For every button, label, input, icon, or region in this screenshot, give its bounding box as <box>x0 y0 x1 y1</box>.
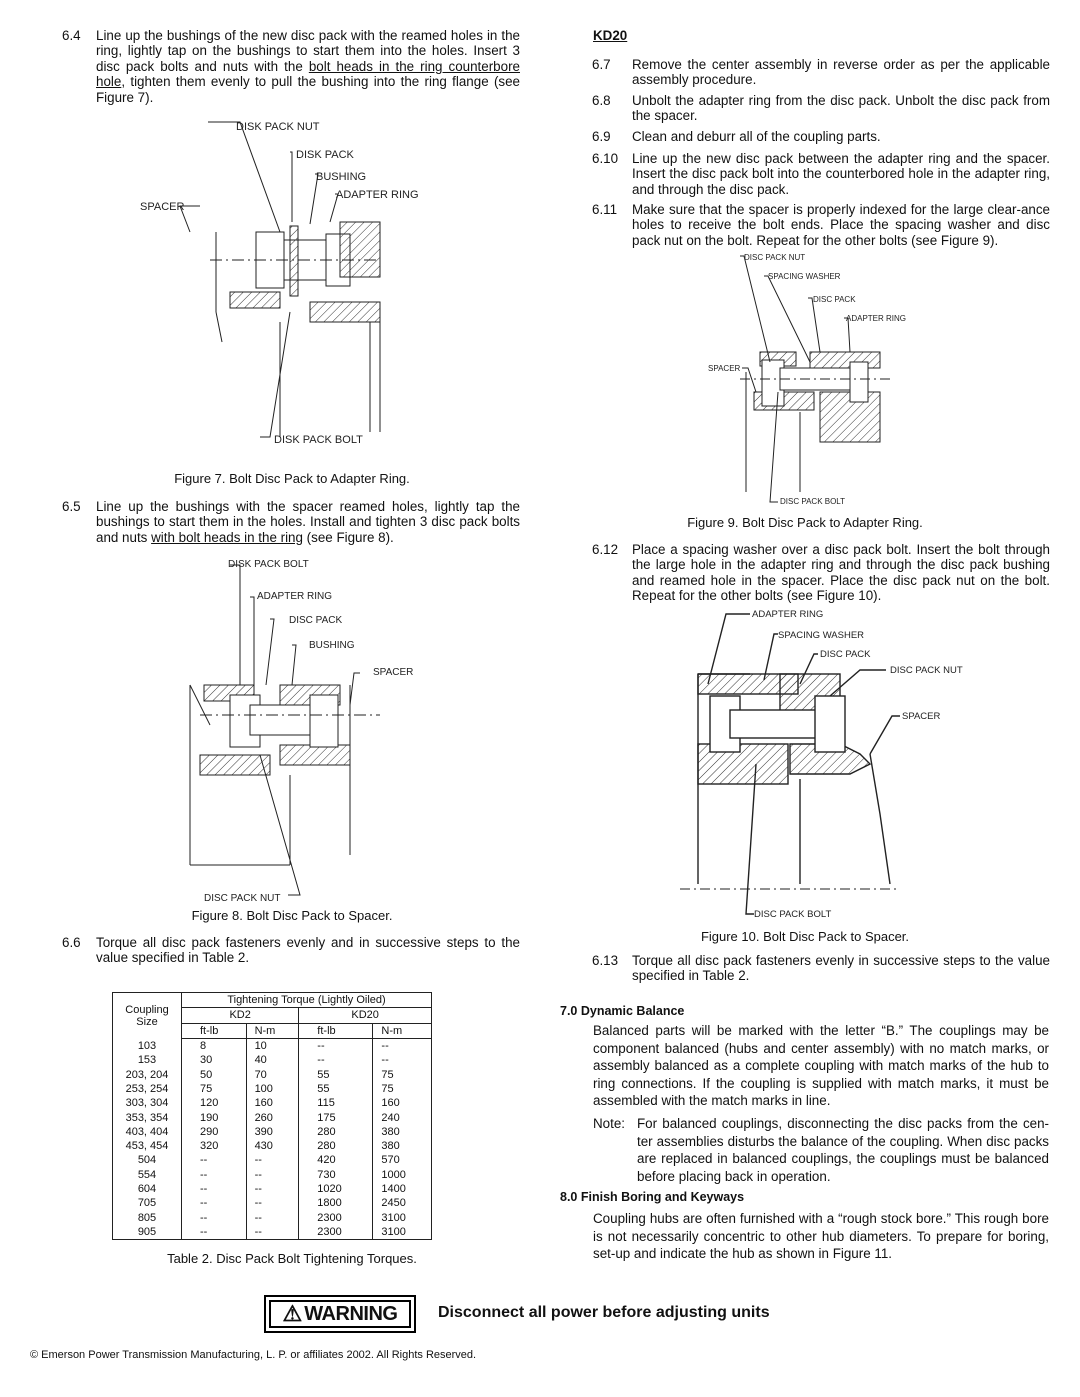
table-cell-size: 705 <box>113 1196 182 1210</box>
figure-9-caption: Figure 9. Bolt Disc Pack to Adapter Ring. <box>687 515 923 530</box>
warning-text: Disconnect all power before adjusting units <box>438 1304 770 1321</box>
fig8-label-2: DISC PACK <box>289 615 343 626</box>
table-cell-value: 260 <box>246 1110 299 1124</box>
table-row <box>113 1110 432 1124</box>
table-cell-value: 75 <box>373 1067 432 1081</box>
table-cell-value: -- <box>246 1210 299 1224</box>
table-row <box>113 1096 432 1110</box>
fig8-label-1: ADAPTER RING <box>257 591 333 602</box>
table-cell-value: 2300 <box>299 1225 373 1240</box>
fig9-label-4: SPACER <box>708 364 741 373</box>
figure-10-caption: Figure 10. Bolt Disc Pack to Spacer. <box>700 929 910 944</box>
table-row <box>113 1196 432 1210</box>
kd20-heading: KD20 <box>593 28 628 43</box>
figure-8-diagram <box>180 555 440 905</box>
table-cell-value: 8 <box>182 1038 247 1053</box>
step-6-7: 6.7 Remove the center assembly in reverse order as per the applicable assembly procedure. <box>592 57 1050 88</box>
table-row <box>113 1153 432 1167</box>
table-row <box>113 1067 432 1081</box>
table-cell-value: -- <box>299 1038 373 1053</box>
table-cell-value: 1400 <box>373 1182 432 1196</box>
fig7-label-2: BUSHING <box>316 171 367 183</box>
note-text: For balanced couplings, disconnecting the disc packs from the cen-ter assemblies disturbs the balance of the coupling. When disc packs are replaced in balanced couplings, the couplings must be balanced before placing back in operation. <box>637 1116 1049 1184</box>
table-header-unit: ft-lb <box>182 1023 247 1038</box>
figure-9-diagram <box>700 252 920 512</box>
table-cell-value: -- <box>373 1053 432 1067</box>
step-6-13: 6.13 Torque all disc pack fasteners evenly in successive steps to the value specified in Table 2. <box>592 953 1050 984</box>
table-cell-size: 604 <box>113 1182 182 1196</box>
table-cell-size: 353, 354 <box>113 1110 182 1124</box>
table-cell-value: -- <box>182 1153 247 1167</box>
torque-table <box>112 992 432 1240</box>
table-cell-value: -- <box>246 1182 299 1196</box>
table-header-unit: N-m <box>246 1023 299 1038</box>
table-cell-value: 50 <box>182 1067 247 1081</box>
section-8-paragraph: Coupling hubs are often furnished with a “rough stock bore.” This rough bore is not necessarily concentric to other hub diameters. To prepare for boring, set-up and indicate the hub as shown in Figure 11. <box>593 1211 1049 1261</box>
step-6-8: 6.8 Unbolt the adapter ring from the disc pack. Unbolt the disc pack from the spacer. <box>592 93 1050 124</box>
table-cell-size: 153 <box>113 1053 182 1067</box>
fig9-label-3: ADAPTER RING <box>846 314 907 323</box>
table-row <box>113 1139 432 1153</box>
table-row <box>113 1082 432 1096</box>
step-6-11: 6.11 Make sure that the spacer is properly indexed for the large clear-ance holes to receive the bolt ends. Place the spacing washer and disc pack nut on the bolt. Repeat for the other bolts (see Figure 9). <box>592 202 1050 248</box>
table-row <box>113 1038 432 1053</box>
table-cell-size: 253, 254 <box>113 1082 182 1096</box>
table-cell-value: 160 <box>246 1096 299 1110</box>
table-row <box>113 1125 432 1139</box>
table-cell-value: 3100 <box>373 1225 432 1240</box>
table-cell-value: 380 <box>373 1139 432 1153</box>
figure-7-caption: Figure 7. Bolt Disc Pack to Adapter Ring. <box>174 471 410 486</box>
fig10-label-2: DISC PACK <box>820 649 871 660</box>
figure-10-diagram <box>670 604 990 924</box>
warning-label: WARNING <box>304 1302 398 1325</box>
fig8-label-5: DISC PACK NUT <box>204 893 281 904</box>
step-6-12: 6.12 Place a spacing washer over a disc pack bolt. Insert the bolt through the large hole in the adapter ring and through the disc pack bushing and reamed hole in the spacer. Place the disc pack nut on the bolt. Repeat for the other bolts (see Figure 10). <box>592 542 1050 604</box>
fig9-label-2: DISC PACK <box>813 295 856 304</box>
fig7-label-4: SPACER <box>140 201 185 213</box>
table-cell-size: 554 <box>113 1168 182 1182</box>
table-cell-size: 905 <box>113 1225 182 1240</box>
table-cell-value: 75 <box>182 1082 247 1096</box>
table-cell-value: 390 <box>246 1125 299 1139</box>
fig7-label-0: DISK PACK NUT <box>236 121 320 133</box>
table-cell-size: 303, 304 <box>113 1096 182 1110</box>
fig7-label-1: DISK PACK <box>296 149 354 161</box>
table-cell-value: -- <box>246 1168 299 1182</box>
table-cell-value: 1800 <box>299 1196 373 1210</box>
table-cell-value: 430 <box>246 1139 299 1153</box>
fig7-label-5: DISK PACK BOLT <box>274 434 363 446</box>
table-cell-value: 2300 <box>299 1210 373 1224</box>
table-cell-size: 453, 454 <box>113 1139 182 1153</box>
table-cell-value: 1020 <box>299 1182 373 1196</box>
table-cell-value: 40 <box>246 1053 299 1067</box>
table-cell-value: 175 <box>299 1110 373 1124</box>
section-7-paragraph: Balanced parts will be marked with the letter “B.” The couplings may be component balanced (hubs and center assembly) with no match marks, or assembly balanced as a complete coupling with match marks of the hub to ring connections. If the coupling is supplied with match marks, it must be assembled with the match marks in line. <box>593 1023 1049 1108</box>
fig9-label-5: DISC PACK BOLT <box>780 497 846 506</box>
step-6-5: 6.5 Line up the bushings with the spacer reamed holes, lightly tap the bushings to start them in the holes. Install and tighten 3 disc pack bolts and nuts with bolt heads in the ring (see Figure 8). <box>62 499 520 545</box>
table-cell-value: 55 <box>299 1082 373 1096</box>
table-cell-value: -- <box>246 1225 299 1240</box>
table-cell-size: 403, 404 <box>113 1125 182 1139</box>
table-cell-value: 280 <box>299 1139 373 1153</box>
fig7-label-3: ADAPTER RING <box>336 189 419 201</box>
table-2-caption: Table 2. Disc Pack Bolt Tightening Torques. <box>167 1251 417 1266</box>
fig10-label-4: SPACER <box>902 711 941 722</box>
table-cell-value: 30 <box>182 1053 247 1067</box>
table-cell-value: 190 <box>182 1110 247 1124</box>
table-header-row <box>113 993 432 1008</box>
table-header-kd20: KD20 <box>299 1008 432 1023</box>
table-header-unit: N-m <box>373 1023 432 1038</box>
table-cell-value: 3100 <box>373 1210 432 1224</box>
fig8-label-3: BUSHING <box>309 640 355 651</box>
table-row <box>113 1168 432 1182</box>
fig10-label-3: DISC PACK NUT <box>890 665 963 676</box>
step-6-6: 6.6 Torque all disc pack fasteners evenly and in successive steps to the value specified in Table 2. <box>62 935 520 966</box>
table-cell-value: 55 <box>299 1067 373 1081</box>
table-cell-value: 290 <box>182 1125 247 1139</box>
table-cell-value: 730 <box>299 1168 373 1182</box>
footer-copyright: © Emerson Power Transmission Manufacturing, L. P. or affiliates 2002. All Rights Reserved. <box>30 1349 477 1361</box>
fig8-label-4: SPACER <box>373 667 414 678</box>
table-cell-value: -- <box>182 1196 247 1210</box>
fig10-label-5: DISC PACK BOLT <box>754 909 832 920</box>
table-cell-value: 2450 <box>373 1196 432 1210</box>
note-label: Note: <box>593 1116 626 1131</box>
table-header-torque: Tightening Torque (Lightly Oiled) <box>182 993 432 1008</box>
table-cell-value: 10 <box>246 1038 299 1053</box>
step-6-4: 6.4 Line up the bushings of the new disc pack with the reamed holes in the ring, lightly tap on the bushings to start them into the holes. Insert 3 disc pack bolts and nuts with the bolt heads in the ring counterbore hole, tighten them evenly to pull the bushing into the ring flange (see Figure 7). <box>62 28 520 105</box>
table-cell-value: 570 <box>373 1153 432 1167</box>
fig9-label-1: SPACING WASHER <box>768 272 841 281</box>
table-cell-value: 115 <box>299 1096 373 1110</box>
table-cell-value: 70 <box>246 1067 299 1081</box>
table-cell-value: 100 <box>246 1082 299 1096</box>
table-cell-value: 240 <box>373 1110 432 1124</box>
warning-triangle-icon: ⚠ <box>282 1301 303 1326</box>
table-cell-size: 103 <box>113 1038 182 1053</box>
table-cell-value: -- <box>299 1053 373 1067</box>
table-cell-value: -- <box>182 1210 247 1224</box>
fig9-label-0: DISC PACK NUT <box>744 253 806 262</box>
table-row <box>113 1053 432 1067</box>
section-7-heading: 7.0 Dynamic Balance <box>560 1004 685 1018</box>
table-cell-value: 380 <box>373 1125 432 1139</box>
step-6-10: 6.10 Line up the new disc pack between the adapter ring and the spacer. Insert the disc pack bolt into the counterbored hole in the adapter ring, and through the disc pack. <box>592 151 1050 197</box>
table-row <box>113 1182 432 1196</box>
figure-8-caption: Figure 8. Bolt Disc Pack to Spacer. <box>191 908 393 923</box>
table-cell-value: 75 <box>373 1082 432 1096</box>
table-cell-value: 420 <box>299 1153 373 1167</box>
table-row <box>113 1225 432 1240</box>
fig10-label-0: ADAPTER RING <box>752 609 824 620</box>
table-cell-value: 1000 <box>373 1168 432 1182</box>
table-cell-size: 805 <box>113 1210 182 1224</box>
table-header-kd2: KD2 <box>182 1008 299 1023</box>
table-cell-value: 320 <box>182 1139 247 1153</box>
warning-badge <box>264 1295 416 1333</box>
table-cell-value: -- <box>182 1225 247 1240</box>
table-cell-value: -- <box>246 1196 299 1210</box>
table-cell-value: -- <box>246 1153 299 1167</box>
table-cell-value: 120 <box>182 1096 247 1110</box>
table-cell-value: 280 <box>299 1125 373 1139</box>
step-6-9: 6.9 Clean and deburr all of the coupling parts. <box>592 129 881 144</box>
table-cell-value: -- <box>373 1038 432 1053</box>
table-cell-size: 203, 204 <box>113 1067 182 1081</box>
table-header-coupling: Coupling Size <box>113 993 182 1039</box>
note-block <box>593 1115 1049 1185</box>
section-8-heading: 8.0 Finish Boring and Keyways <box>560 1190 745 1204</box>
table-cell-value: -- <box>182 1168 247 1182</box>
fig10-label-1: SPACING WASHER <box>778 630 865 641</box>
figure-7-diagram <box>140 112 420 452</box>
table-header-unit: ft-lb <box>299 1023 373 1038</box>
fig8-label-0: DISK PACK BOLT <box>228 559 309 570</box>
table-cell-value: -- <box>182 1182 247 1196</box>
table-cell-size: 504 <box>113 1153 182 1167</box>
table-row <box>113 1210 432 1224</box>
table-cell-value: 160 <box>373 1096 432 1110</box>
